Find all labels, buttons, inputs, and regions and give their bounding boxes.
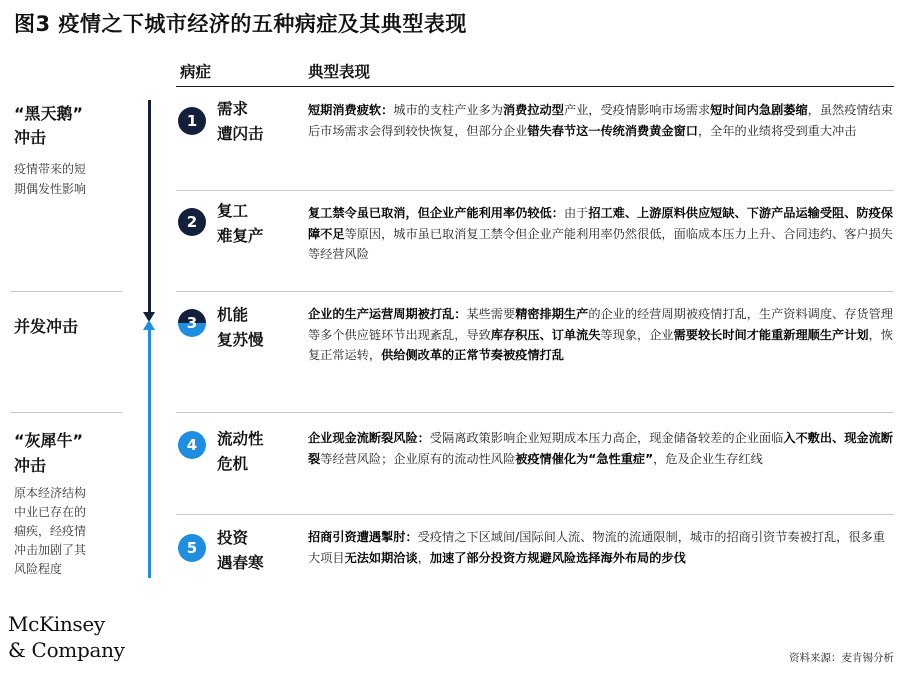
- symptom-label-line2: 复苏慢: [217, 331, 264, 349]
- symptom-label: 复工: [217, 202, 249, 220]
- body-text: 等经营风险；企业原有的流动性风险: [320, 451, 516, 466]
- body-text: ，虽然疫情结束后市场需求会得到较快恢复，但部分企业: [308, 103, 893, 138]
- body-text: 受隔离政策影响企业短期成本压力高企，现金储备较差的企业面临: [429, 431, 784, 445]
- source-note: 资料来源：麦肯锡分析: [789, 652, 894, 664]
- symptom-label-line2: 遇春寒: [217, 554, 264, 572]
- body-text: 某些需要: [466, 307, 516, 321]
- symptom-label: 流动性: [217, 430, 264, 448]
- highlight-text: 错失春节这一传统消费黄金窗口: [527, 123, 698, 138]
- number-badge: 3: [178, 309, 206, 337]
- highlight-text: 无法如期洽谈: [344, 550, 418, 565]
- up-arrowhead-icon: [143, 320, 155, 330]
- concurrent-shock-heading: 并发冲击: [14, 317, 79, 336]
- highlight-text: 短期消费疲软：: [308, 103, 394, 117]
- body-text: ，: [417, 550, 430, 565]
- manifestation-text: [308, 527, 894, 568]
- manifestation-text: [308, 203, 894, 265]
- symptom-label: 需求: [217, 100, 249, 118]
- highlight-text: 企业的生产运营周期被打乱：: [308, 307, 467, 321]
- left-divider: [10, 291, 122, 292]
- body-text: 城市的支柱产业多为: [393, 103, 503, 117]
- number-badge: 4: [178, 431, 206, 459]
- row-divider: [176, 190, 894, 191]
- highlight-text: 招商引资遭遇掣肘：: [308, 530, 418, 544]
- symptom-label-line2: 难复产: [217, 227, 264, 245]
- manifestation-text: [308, 100, 894, 141]
- manifestation-text: [308, 304, 894, 366]
- black-swan-heading-line2: 冲击: [14, 128, 47, 147]
- gray-rhino-heading: “灰犀牛”: [14, 431, 84, 450]
- number-badge: 5: [178, 534, 206, 562]
- symptom-label: 投资: [217, 529, 249, 547]
- header-divider: [176, 86, 894, 87]
- body-text: 由于: [563, 206, 589, 220]
- body-text: ，全年的业绩将受到重大冲击: [698, 123, 857, 138]
- logo-line1: McKinsey: [8, 612, 105, 636]
- gray-rhino-desc-line4: 冲击加剧了其: [14, 543, 87, 557]
- highlight-text: 消费拉动型: [503, 103, 564, 117]
- row-divider: [176, 412, 894, 413]
- column-header-manifestation: 典型表现: [308, 63, 371, 81]
- logo-line2: & Company: [8, 638, 125, 662]
- gray-rhino-heading-line2: 冲击: [14, 456, 47, 475]
- row-divider: [176, 514, 894, 515]
- highlight-text: 短时间内急剧萎缩: [710, 103, 808, 117]
- number-badge: 1: [178, 107, 206, 135]
- gray-rhino-desc-line2: 中业已存在的: [14, 505, 87, 519]
- body-text: 受疫情之下区域间/国际间人流、物流的流通限制，城市的招商引资节奏被打乱，很多重大项目: [308, 530, 885, 565]
- row-divider: [176, 291, 894, 292]
- highlight-text: 被疫情催化为“急性重症”: [515, 451, 654, 466]
- highlight-text: 企业现金流断裂风险：: [308, 431, 430, 445]
- black-swan-arrow: [148, 100, 151, 314]
- body-text: ，恢复正常运转，: [308, 327, 893, 362]
- symptom-label-line2: 危机: [217, 455, 249, 473]
- gray-rhino-desc-line3: 痼疾，经疫情: [14, 524, 87, 538]
- body-text: 产业，受疫情影响市场需求: [563, 103, 711, 117]
- body-text: 的企业的经营周期被疫情打乱，生产资料调度、存货管理等多个供应链环节出现紊乱，导致: [308, 307, 893, 342]
- black-swan-heading: “黑天鹅”: [14, 104, 84, 123]
- highlight-text: 库存积压、订单流失: [490, 327, 601, 342]
- symptom-label: 机能: [217, 306, 249, 324]
- number-badge: 2: [178, 208, 206, 236]
- highlight-text: 复工禁令虽已取消，但企业产能利用率仍较低：: [308, 206, 564, 220]
- mckinsey-logo: [8, 611, 125, 663]
- body-text: 等现象，企业: [600, 327, 674, 342]
- left-divider: [10, 412, 122, 413]
- gray-rhino-desc-line5: 风险程度: [14, 562, 63, 576]
- symptom-label-line2: 遭闪击: [217, 125, 264, 143]
- page-title: 图3 疫情之下城市经济的五种病症及其典型表现: [14, 12, 467, 36]
- highlight-text: 入不敷出、现金流断裂: [308, 431, 893, 466]
- manifestation-text: [308, 428, 894, 469]
- highlight-text: 供给侧改革的正常节奏被疫情打乱: [381, 348, 564, 362]
- highlight-text: 加速了部分投资方规避风险选择海外布局的步伐: [429, 550, 686, 565]
- black-swan-desc-line1: 疫情带来的短: [14, 162, 87, 176]
- body-text: ，危及企业生存红线: [653, 451, 763, 466]
- highlight-text: 招工难、上游原料供应短缺、下游产品运输受阻、防疫保障不足: [308, 206, 893, 241]
- gray-rhino-desc-line1: 原本经济结构: [14, 486, 87, 500]
- black-swan-desc-line2: 期偶发性影响: [14, 182, 87, 196]
- column-header-symptom: 病症: [180, 63, 212, 81]
- gray-rhino-arrow: [148, 330, 151, 578]
- highlight-text: 精密排期生产: [515, 307, 589, 321]
- body-text: 等原因，城市虽已取消复工禁令但企业产能利用率仍然很低，面临成本压力上升、合同违约、客户损失等经营风险: [308, 226, 893, 261]
- highlight-text: 需要较长时间才能重新理顺生产计划: [673, 327, 869, 342]
